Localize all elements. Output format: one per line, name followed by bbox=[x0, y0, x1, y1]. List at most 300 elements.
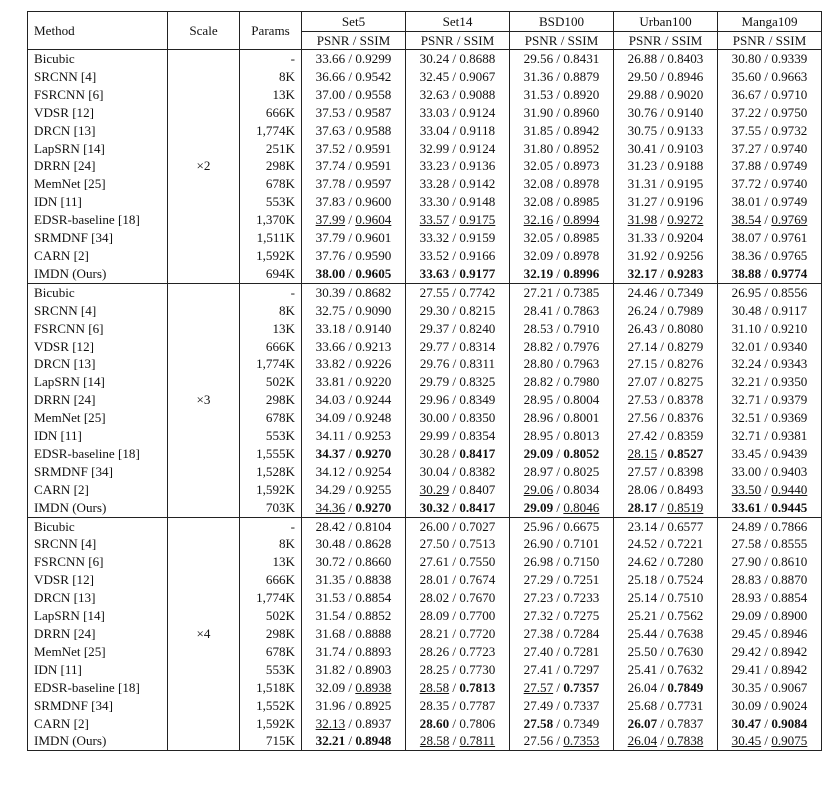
header-metric: PSNR / SSIM bbox=[510, 32, 614, 50]
ssim-value: 0.8325 bbox=[459, 374, 496, 390]
header-dataset-urban100: Urban100 bbox=[614, 12, 718, 32]
psnr-value: 33.52 bbox=[419, 247, 450, 263]
score-cell-set5 bbox=[302, 265, 406, 283]
ssim-value: 0.7337 bbox=[563, 697, 600, 713]
table-row bbox=[28, 50, 822, 68]
method-cell: VDSR [12] bbox=[28, 104, 168, 122]
metric-separator: / bbox=[553, 572, 564, 588]
header-dataset-set5: Set5 bbox=[302, 12, 406, 32]
ssim-value: 0.8275 bbox=[667, 374, 704, 390]
score-cell-set5 bbox=[302, 571, 406, 589]
table-row bbox=[28, 302, 822, 320]
score-cell-bsd100 bbox=[510, 140, 614, 158]
metric-separator: / bbox=[553, 445, 564, 461]
psnr-value: 32.75 bbox=[315, 302, 346, 318]
ssim-value: 0.9213 bbox=[355, 338, 392, 354]
ssim-value: 0.9226 bbox=[355, 356, 392, 372]
score-cell-set14 bbox=[406, 104, 510, 122]
psnr-value: 38.36 bbox=[731, 247, 762, 263]
psnr-value: 28.82 bbox=[523, 374, 554, 390]
metric-separator: / bbox=[553, 265, 564, 281]
psnr-value: 27.41 bbox=[523, 661, 554, 677]
psnr-value: 29.45 bbox=[731, 626, 762, 641]
ssim-value: 0.7787 bbox=[459, 697, 496, 713]
params-cell: 678K bbox=[240, 643, 302, 661]
metric-separator: / bbox=[657, 733, 668, 749]
metric-separator: / bbox=[657, 302, 668, 318]
ssim-value: 0.8942 bbox=[771, 661, 808, 677]
score-cell-manga109 bbox=[718, 679, 822, 697]
ssim-value: 0.7524 bbox=[667, 572, 704, 588]
params-cell: 502K bbox=[240, 373, 302, 391]
ssim-value: 0.7027 bbox=[459, 518, 496, 534]
metric-separator: / bbox=[345, 536, 356, 552]
metric-separator: / bbox=[657, 715, 668, 731]
ssim-value: 0.6577 bbox=[667, 518, 704, 534]
ssim-value: 0.8942 bbox=[563, 122, 600, 138]
metric-separator: / bbox=[761, 176, 772, 192]
table-row bbox=[28, 409, 822, 427]
metric-separator: / bbox=[657, 463, 668, 479]
metric-separator: / bbox=[553, 68, 564, 84]
score-cell-urban100 bbox=[614, 229, 718, 247]
metric-separator: / bbox=[345, 230, 356, 246]
score-cell-urban100 bbox=[614, 643, 718, 661]
ssim-value: 0.7510 bbox=[667, 590, 704, 606]
ssim-value: 0.9272 bbox=[667, 212, 704, 228]
metric-separator: / bbox=[553, 590, 564, 606]
psnr-value: 30.48 bbox=[315, 536, 346, 552]
ssim-value: 0.8996 bbox=[563, 265, 600, 281]
psnr-value: 27.56 bbox=[523, 733, 554, 749]
results-table-container bbox=[27, 11, 808, 751]
metric-separator: / bbox=[553, 212, 564, 228]
psnr-value: 25.50 bbox=[627, 643, 658, 659]
params-cell: 1,518K bbox=[240, 679, 302, 697]
score-cell-bsd100 bbox=[510, 732, 614, 750]
ssim-value: 0.9140 bbox=[355, 320, 392, 336]
metric-separator: / bbox=[449, 428, 460, 444]
table-row bbox=[28, 68, 822, 86]
table-row bbox=[28, 715, 822, 733]
metric-separator: / bbox=[553, 733, 564, 749]
score-cell-manga109 bbox=[718, 661, 822, 679]
score-cell-bsd100 bbox=[510, 175, 614, 193]
ssim-value: 0.7513 bbox=[459, 536, 496, 552]
ssim-value: 0.7700 bbox=[459, 608, 496, 624]
psnr-value: 29.41 bbox=[731, 661, 762, 677]
ssim-value: 0.9148 bbox=[459, 194, 496, 210]
ssim-value: 0.8946 bbox=[771, 626, 808, 641]
metric-separator: / bbox=[553, 230, 564, 246]
score-cell-set14 bbox=[406, 229, 510, 247]
psnr-value: 23.14 bbox=[627, 518, 658, 534]
ssim-value: 0.8903 bbox=[355, 661, 392, 677]
metric-separator: / bbox=[761, 265, 772, 281]
ssim-value: 0.8354 bbox=[459, 428, 496, 444]
params-cell: - bbox=[240, 50, 302, 68]
ssim-value: 0.8493 bbox=[667, 481, 704, 497]
metric-separator: / bbox=[657, 158, 668, 174]
header-metric: PSNR / SSIM bbox=[718, 32, 822, 50]
ssim-value: 0.9255 bbox=[355, 481, 392, 497]
params-cell: 678K bbox=[240, 409, 302, 427]
ssim-value: 0.9732 bbox=[771, 122, 808, 138]
metric-separator: / bbox=[449, 374, 460, 390]
metric-separator: / bbox=[657, 140, 668, 156]
score-cell-urban100 bbox=[614, 732, 718, 750]
psnr-value: 32.24 bbox=[731, 356, 762, 372]
metric-separator: / bbox=[657, 356, 668, 372]
metric-separator: / bbox=[553, 481, 564, 497]
metric-separator: / bbox=[657, 338, 668, 354]
ssim-value: 0.8985 bbox=[563, 230, 600, 246]
metric-separator: / bbox=[657, 410, 668, 426]
psnr-value: 33.66 bbox=[315, 51, 346, 66]
table-header bbox=[28, 12, 822, 50]
ssim-value: 0.8925 bbox=[355, 697, 392, 713]
psnr-value: 26.07 bbox=[627, 715, 658, 731]
metric-separator: / bbox=[553, 661, 564, 677]
score-cell-set5 bbox=[302, 86, 406, 104]
metric-separator: / bbox=[761, 715, 772, 731]
ssim-value: 0.8215 bbox=[459, 302, 496, 318]
psnr-value: 34.29 bbox=[315, 481, 346, 497]
ssim-value: 0.8937 bbox=[355, 715, 392, 731]
metric-separator: / bbox=[449, 392, 460, 408]
ssim-value: 0.9210 bbox=[771, 320, 808, 336]
score-cell-urban100 bbox=[614, 104, 718, 122]
psnr-value: 37.27 bbox=[731, 140, 762, 156]
psnr-value: 33.04 bbox=[419, 122, 450, 138]
metric-separator: / bbox=[761, 463, 772, 479]
method-cell: SRCNN [4] bbox=[28, 302, 168, 320]
method-cell: FSRCNN [6] bbox=[28, 86, 168, 104]
params-cell: 251K bbox=[240, 140, 302, 158]
score-cell-manga109 bbox=[718, 445, 822, 463]
metric-separator: / bbox=[657, 518, 668, 534]
method-cell: DRCN [13] bbox=[28, 355, 168, 373]
metric-separator: / bbox=[345, 518, 356, 534]
psnr-value: 31.96 bbox=[315, 697, 346, 713]
psnr-value: 33.30 bbox=[419, 194, 450, 210]
ssim-value: 0.7838 bbox=[667, 733, 704, 749]
psnr-value: 37.83 bbox=[315, 194, 346, 210]
table-row bbox=[28, 571, 822, 589]
ssim-value: 0.7284 bbox=[563, 626, 600, 641]
score-cell-set5 bbox=[302, 517, 406, 535]
psnr-value: 28.97 bbox=[523, 463, 554, 479]
metric-separator: / bbox=[553, 697, 564, 713]
psnr-value: 30.09 bbox=[731, 697, 762, 713]
ssim-value: 0.7562 bbox=[667, 608, 704, 624]
score-cell-urban100 bbox=[614, 661, 718, 679]
ssim-value: 0.9439 bbox=[771, 445, 808, 461]
score-cell-set14 bbox=[406, 175, 510, 193]
metric-separator: / bbox=[553, 410, 564, 426]
score-cell-urban100 bbox=[614, 625, 718, 643]
header-metric: PSNR / SSIM bbox=[302, 32, 406, 50]
metric-separator: / bbox=[449, 445, 460, 461]
metric-separator: / bbox=[761, 626, 772, 641]
ssim-value: 0.8942 bbox=[771, 643, 808, 659]
ssim-value: 0.7275 bbox=[563, 608, 600, 624]
metric-separator: / bbox=[657, 284, 668, 300]
table-row bbox=[28, 122, 822, 140]
score-cell-bsd100 bbox=[510, 535, 614, 553]
psnr-value: 29.09 bbox=[523, 499, 554, 515]
score-cell-urban100 bbox=[614, 589, 718, 607]
score-cell-bsd100 bbox=[510, 157, 614, 175]
score-cell-manga109 bbox=[718, 391, 822, 409]
score-cell-manga109 bbox=[718, 265, 822, 283]
metric-separator: / bbox=[449, 643, 460, 659]
psnr-value: 33.32 bbox=[419, 230, 450, 246]
metric-separator: / bbox=[657, 554, 668, 570]
psnr-value: 31.82 bbox=[315, 661, 346, 677]
score-cell-manga109 bbox=[718, 338, 822, 356]
psnr-value: 26.98 bbox=[523, 554, 554, 570]
metric-separator: / bbox=[449, 86, 460, 102]
psnr-value: 36.67 bbox=[731, 86, 762, 102]
method-cell: IDN [11] bbox=[28, 427, 168, 445]
score-cell-urban100 bbox=[614, 553, 718, 571]
ssim-value: 0.8920 bbox=[563, 86, 600, 102]
table-row bbox=[28, 373, 822, 391]
header-scale: Scale bbox=[168, 12, 240, 50]
psnr-value: 25.14 bbox=[627, 590, 658, 606]
psnr-value: 31.85 bbox=[523, 122, 554, 138]
metric-separator: / bbox=[761, 499, 772, 515]
psnr-value: 27.15 bbox=[627, 356, 658, 372]
psnr-value: 30.45 bbox=[731, 733, 762, 749]
table-body bbox=[28, 50, 822, 751]
metric-separator: / bbox=[345, 86, 356, 102]
score-cell-manga109 bbox=[718, 463, 822, 481]
ssim-value: 0.9166 bbox=[459, 247, 496, 263]
psnr-value: 25.21 bbox=[627, 608, 658, 624]
ssim-value: 0.9597 bbox=[355, 176, 392, 192]
score-cell-bsd100 bbox=[510, 373, 614, 391]
metric-separator: / bbox=[345, 410, 356, 426]
psnr-value: 37.88 bbox=[731, 158, 762, 174]
metric-separator: / bbox=[553, 247, 564, 263]
psnr-value: 26.95 bbox=[731, 284, 762, 300]
metric-separator: / bbox=[449, 230, 460, 246]
ssim-value: 0.8973 bbox=[563, 158, 600, 174]
ssim-value: 0.7720 bbox=[459, 626, 496, 641]
header-dataset-bsd100: BSD100 bbox=[510, 12, 614, 32]
score-cell-set5 bbox=[302, 157, 406, 175]
method-cell: LapSRN [14] bbox=[28, 373, 168, 391]
params-cell: - bbox=[240, 517, 302, 535]
ssim-value: 0.9740 bbox=[771, 176, 808, 192]
psnr-value: 37.99 bbox=[315, 212, 346, 228]
metric-separator: / bbox=[449, 554, 460, 570]
score-cell-set14 bbox=[406, 607, 510, 625]
score-cell-set5 bbox=[302, 679, 406, 697]
metric-separator: / bbox=[449, 410, 460, 426]
psnr-value: 28.80 bbox=[523, 356, 554, 372]
params-cell: 298K bbox=[240, 625, 302, 643]
score-cell-set14 bbox=[406, 535, 510, 553]
metric-separator: / bbox=[553, 608, 564, 624]
score-cell-bsd100 bbox=[510, 338, 614, 356]
table-row bbox=[28, 247, 822, 265]
score-cell-set14 bbox=[406, 643, 510, 661]
method-cell: IMDN (Ours) bbox=[28, 265, 168, 283]
method-cell: FSRCNN [6] bbox=[28, 553, 168, 571]
psnr-value: 37.74 bbox=[315, 158, 346, 174]
ssim-value: 0.7251 bbox=[563, 572, 600, 588]
psnr-value: 25.41 bbox=[627, 661, 658, 677]
method-cell: CARN [2] bbox=[28, 715, 168, 733]
psnr-value: 30.41 bbox=[627, 140, 658, 156]
score-cell-set5 bbox=[302, 391, 406, 409]
score-cell-set14 bbox=[406, 320, 510, 338]
score-cell-manga109 bbox=[718, 625, 822, 643]
psnr-value: 33.57 bbox=[419, 212, 450, 228]
psnr-value: 27.40 bbox=[523, 643, 554, 659]
ssim-value: 0.8052 bbox=[563, 445, 600, 461]
metric-separator: / bbox=[761, 374, 772, 390]
psnr-value: 26.88 bbox=[627, 51, 658, 66]
psnr-value: 25.18 bbox=[627, 572, 658, 588]
score-cell-urban100 bbox=[614, 445, 718, 463]
method-cell: CARN [2] bbox=[28, 481, 168, 499]
score-cell-set5 bbox=[302, 193, 406, 211]
params-cell: 502K bbox=[240, 607, 302, 625]
metric-separator: / bbox=[553, 679, 564, 695]
params-cell: 298K bbox=[240, 391, 302, 409]
score-cell-manga109 bbox=[718, 175, 822, 193]
ssim-value: 0.8403 bbox=[667, 51, 704, 66]
metric-separator: / bbox=[761, 247, 772, 263]
score-cell-bsd100 bbox=[510, 50, 614, 68]
ssim-value: 0.8046 bbox=[563, 499, 600, 515]
method-cell: IDN [11] bbox=[28, 193, 168, 211]
metric-separator: / bbox=[657, 643, 668, 659]
psnr-value: 32.09 bbox=[315, 679, 346, 695]
ssim-value: 0.7837 bbox=[667, 715, 704, 731]
ssim-value: 0.8378 bbox=[667, 392, 704, 408]
ssim-value: 0.7731 bbox=[667, 697, 704, 713]
metric-separator: / bbox=[657, 194, 668, 210]
score-cell-manga109 bbox=[718, 481, 822, 499]
score-cell-set14 bbox=[406, 86, 510, 104]
ssim-value: 0.9270 bbox=[355, 445, 392, 461]
psnr-value: 27.61 bbox=[419, 554, 450, 570]
psnr-value: 31.80 bbox=[523, 140, 554, 156]
psnr-value: 34.03 bbox=[315, 392, 346, 408]
psnr-value: 33.18 bbox=[315, 320, 346, 336]
psnr-value: 27.23 bbox=[523, 590, 554, 606]
metric-separator: / bbox=[345, 392, 356, 408]
score-cell-set5 bbox=[302, 302, 406, 320]
table-row bbox=[28, 391, 822, 409]
ssim-value: 0.7550 bbox=[459, 554, 496, 570]
ssim-value: 0.9270 bbox=[355, 499, 392, 515]
ssim-value: 0.9749 bbox=[771, 158, 808, 174]
psnr-value: 38.07 bbox=[731, 230, 762, 246]
metric-separator: / bbox=[449, 518, 460, 534]
score-cell-manga109 bbox=[718, 283, 822, 301]
psnr-value: 28.58 bbox=[419, 679, 450, 695]
score-cell-urban100 bbox=[614, 571, 718, 589]
metric-separator: / bbox=[449, 715, 460, 731]
metric-separator: / bbox=[449, 499, 460, 515]
table-row bbox=[28, 265, 822, 283]
metric-separator: / bbox=[553, 356, 564, 372]
score-cell-set5 bbox=[302, 625, 406, 643]
score-cell-bsd100 bbox=[510, 302, 614, 320]
method-cell: EDSR-baseline [18] bbox=[28, 211, 168, 229]
metric-separator: / bbox=[345, 302, 356, 318]
score-cell-bsd100 bbox=[510, 697, 614, 715]
score-cell-set5 bbox=[302, 338, 406, 356]
score-cell-set5 bbox=[302, 445, 406, 463]
ssim-value: 0.8978 bbox=[563, 176, 600, 192]
metric-separator: / bbox=[345, 554, 356, 570]
psnr-value: 29.42 bbox=[731, 643, 762, 659]
ssim-value: 0.7297 bbox=[563, 661, 600, 677]
score-cell-manga109 bbox=[718, 732, 822, 750]
ssim-value: 0.7963 bbox=[563, 356, 600, 372]
ssim-value: 0.9248 bbox=[355, 410, 392, 426]
psnr-value: 32.17 bbox=[627, 265, 658, 281]
score-cell-set5 bbox=[302, 104, 406, 122]
method-cell: DRCN [13] bbox=[28, 589, 168, 607]
ssim-value: 0.9600 bbox=[355, 194, 392, 210]
score-cell-urban100 bbox=[614, 193, 718, 211]
ssim-value: 0.9117 bbox=[771, 302, 808, 318]
metric-separator: / bbox=[657, 86, 668, 102]
psnr-value: 32.63 bbox=[419, 86, 450, 102]
score-cell-bsd100 bbox=[510, 247, 614, 265]
params-cell: 8K bbox=[240, 302, 302, 320]
metric-separator: / bbox=[761, 679, 772, 695]
metric-separator: / bbox=[345, 176, 356, 192]
params-cell: 1,592K bbox=[240, 481, 302, 499]
score-cell-set14 bbox=[406, 338, 510, 356]
metric-separator: / bbox=[449, 463, 460, 479]
ssim-value: 0.8001 bbox=[563, 410, 600, 426]
psnr-value: 30.35 bbox=[731, 679, 762, 695]
score-cell-manga109 bbox=[718, 211, 822, 229]
psnr-value: 29.09 bbox=[731, 608, 762, 624]
psnr-value: 28.42 bbox=[315, 518, 346, 534]
score-cell-set14 bbox=[406, 302, 510, 320]
psnr-value: 30.28 bbox=[419, 445, 450, 461]
psnr-value: 31.35 bbox=[315, 572, 346, 588]
metric-separator: / bbox=[761, 51, 772, 66]
ssim-value: 0.8946 bbox=[667, 68, 704, 84]
params-cell: 666K bbox=[240, 104, 302, 122]
score-cell-set14 bbox=[406, 265, 510, 283]
metric-separator: / bbox=[449, 661, 460, 677]
score-cell-set14 bbox=[406, 427, 510, 445]
score-cell-set14 bbox=[406, 140, 510, 158]
ssim-value: 0.9118 bbox=[459, 122, 496, 138]
table-row bbox=[28, 338, 822, 356]
psnr-value: 30.00 bbox=[419, 410, 450, 426]
ssim-value: 0.9103 bbox=[667, 140, 704, 156]
metric-separator: / bbox=[761, 230, 772, 246]
ssim-value: 0.8628 bbox=[355, 536, 392, 552]
ssim-value: 0.7221 bbox=[667, 536, 704, 552]
score-cell-manga109 bbox=[718, 140, 822, 158]
ssim-value: 0.7980 bbox=[563, 374, 600, 390]
